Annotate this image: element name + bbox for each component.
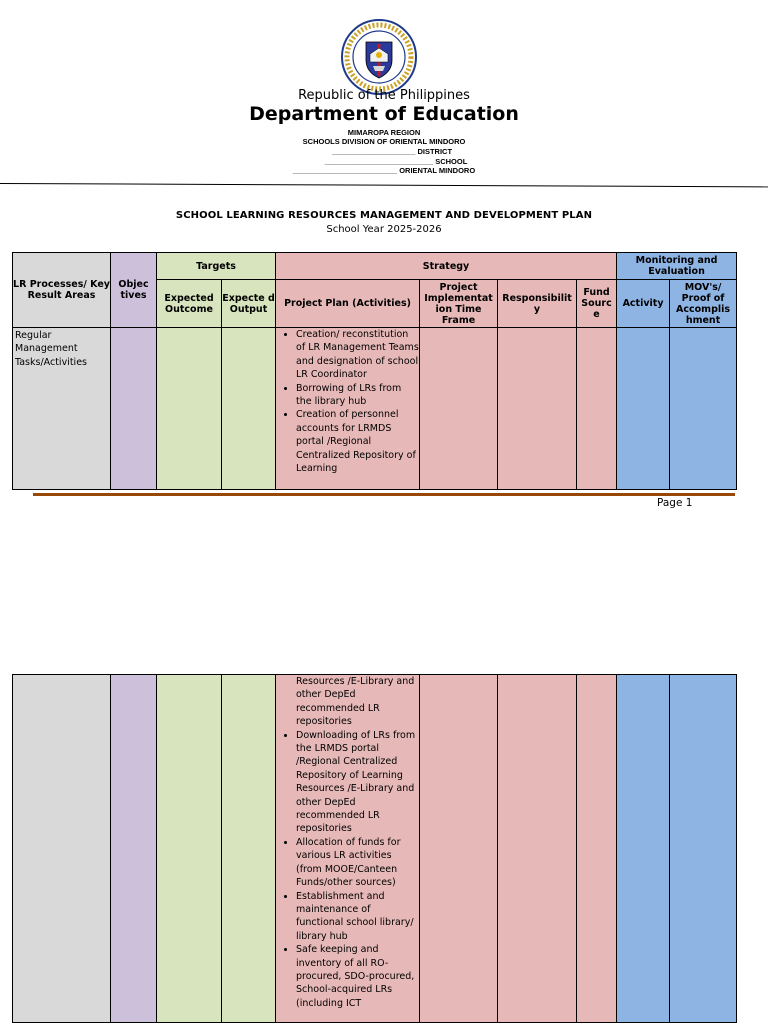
- header-activity: Activity: [617, 280, 670, 328]
- header-expected-outcome: Expected Outcome: [157, 280, 222, 328]
- list-item: • Downloading of LRs from the LRMDS portal /Regional Centralized Repository of Learning Resources /E-Library and other DepEd recommended LR repositories: [296, 729, 419, 836]
- header-targets: Targets: [157, 253, 276, 280]
- list-item: • Establishment and maintenance of functional school library/ library hub: [296, 890, 419, 944]
- lr-plan-table-page1: [12, 252, 737, 490]
- header-objectives: Objec tives: [111, 253, 157, 328]
- header-monitoring: Monitoring and Evaluation: [617, 253, 737, 280]
- header-responsibility: Responsibilit y: [498, 280, 577, 328]
- list-item: • Creation of personnel accounts for LRMDS portal /Regional Centralized Repository of Learning: [296, 408, 419, 475]
- list-item: • Creation/ reconstitution of LR Management Teams and designation of school LR Coordinator: [296, 328, 419, 382]
- district-line: ____________________ DISTRICT: [331, 147, 453, 156]
- header-time-frame: Project Implementat ion Time Frame: [420, 280, 498, 328]
- republic-label: Republic of the Philippines: [298, 88, 470, 103]
- row2-activity-list: [276, 729, 419, 1011]
- header-strategy: Strategy: [276, 253, 617, 280]
- list-item: • Borrowing of LRs from the library hub: [296, 382, 419, 409]
- province-line: _________________________ ORIENTAL MINDORO: [292, 166, 476, 175]
- lr-plan-table-page2: [12, 674, 737, 1023]
- region-label: MIMAROPA REGION: [347, 128, 421, 137]
- row2-continuation: Resources /E-Library and other DepEd recommended LR repositories: [296, 676, 415, 728]
- school-year: School Year 2025-2026: [326, 224, 442, 235]
- header-mov: MOV's/ Proof of Accomplis hment: [670, 280, 737, 328]
- school-line: __________________________ SCHOOL: [324, 157, 468, 166]
- header-divider: [0, 183, 768, 187]
- document-title: SCHOOL LEARNING RESOURCES MANAGEMENT AND DEVELOPMENT PLAN: [175, 210, 593, 221]
- deped-seal-logo: [340, 18, 418, 96]
- row1-area: Regular Management Tasks/Activities: [15, 330, 87, 368]
- header-expected-output: Expecte d Output: [222, 280, 276, 328]
- header-project-plan: Project Plan (Activities): [276, 280, 420, 328]
- page-number: Page 1: [657, 497, 693, 509]
- list-item: • Allocation of funds for various LR activities (from MOOE/Canteen Funds/other sources): [296, 836, 419, 890]
- header-fund-source: Fund Sourc e: [577, 280, 617, 328]
- department-title: Department of Education: [249, 103, 519, 125]
- row1-activity-list: [276, 328, 419, 475]
- list-item: • Safe keeping and inventory of all RO-procured, SDO-procured, School-acquired LRs (including ICT: [296, 943, 419, 1010]
- division-label: SCHOOLS DIVISION OF ORIENTAL MINDORO: [302, 137, 466, 146]
- header-lr-processes: LR Processes/ Key Result Areas: [13, 253, 111, 328]
- footer-divider: [33, 493, 735, 496]
